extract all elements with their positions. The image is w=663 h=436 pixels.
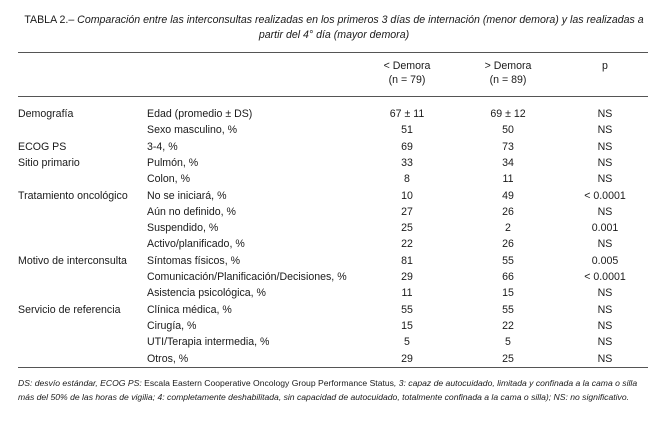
row-category: ECOG PS (18, 140, 67, 153)
row-category: Tratamiento oncológico (18, 189, 128, 202)
footnote-part-1: DS: desvío estándar, ECOG PS: (18, 378, 145, 388)
header-rule (18, 96, 648, 97)
row-value-more-delay: 15 (502, 287, 514, 300)
row-value-less-delay: 67 ± 11 (389, 108, 425, 120)
row-value-more-delay: 5 (505, 336, 511, 349)
row-p-value: < 0.0001 (584, 271, 626, 283)
row-value-less-delay: 55 (401, 303, 413, 316)
row-p-value: NS (597, 336, 613, 349)
row-value-less-delay: 11 (401, 287, 413, 300)
row-category: Servicio de referencia (18, 303, 121, 316)
row-value-more-delay: 26 (502, 205, 514, 218)
column-header-less-delay-name: < Demora (383, 60, 431, 72)
row-value-less-delay: 15 (401, 319, 413, 332)
column-header-more-delay (464, 59, 552, 87)
row-p-value: 0.005 (591, 254, 619, 267)
row-value-less-delay: 25 (401, 222, 413, 235)
row-variable: Asistencia psicológica, % (147, 287, 266, 300)
row-p-value: NS (597, 108, 613, 120)
row-p-value: NS (597, 205, 613, 218)
row-variable: Pulmón, % (147, 156, 199, 169)
row-value-less-delay: 51 (401, 124, 413, 137)
row-value-less-delay: 33 (401, 156, 413, 169)
row-p-value: < 0.0001 (584, 189, 626, 202)
row-p-value: NS (597, 303, 613, 316)
table-title (18, 13, 650, 43)
row-value-more-delay: 50 (502, 124, 514, 137)
row-variable: Edad (promedio ± DS) (147, 108, 253, 120)
row-p-value: NS (597, 156, 613, 169)
row-p-value: 0.001 (591, 222, 619, 235)
row-value-more-delay: 69 ± 12 (490, 108, 526, 120)
bottom-rule (18, 367, 648, 368)
row-variable: Suspendido, % (147, 222, 219, 235)
row-value-more-delay: 55 (502, 254, 514, 267)
row-value-less-delay: 69 (401, 140, 413, 153)
row-variable: Cirugía, % (147, 319, 197, 332)
column-header-p-name: p (602, 60, 608, 72)
row-value-less-delay: 22 (401, 238, 413, 251)
row-variable: Comunicación/Planificación/Decisiones, % (147, 271, 347, 283)
footnote-part-3: , 3: capaz de autocuidado, limitada y confinada a la cama o silla más del 50% de las horas de vigilia; 4: completamente deshabilitada, sin capacidad de autocuidado, totalmente confinada a la cama o silla); NS: no significativo. (18, 378, 638, 402)
row-value-more-delay: 49 (502, 189, 514, 202)
row-variable: Clínica médica, % (147, 303, 232, 316)
row-value-more-delay: 11 (502, 173, 514, 186)
row-category: Sitio primario (18, 156, 80, 169)
column-header-less-delay (363, 59, 451, 87)
table-footnote (18, 376, 650, 404)
row-value-less-delay: 8 (404, 173, 410, 186)
row-value-more-delay: 66 (502, 271, 514, 283)
row-value-more-delay: 73 (502, 140, 514, 153)
row-value-less-delay: 27 (401, 205, 413, 218)
table-label: TABLA 2.– (24, 14, 75, 26)
row-value-less-delay: 81 (401, 254, 413, 267)
row-value-more-delay: 55 (502, 303, 514, 316)
row-value-less-delay: 29 (401, 271, 413, 283)
row-value-less-delay: 5 (404, 336, 410, 349)
row-category: Demografía (18, 108, 74, 120)
row-p-value: NS (597, 319, 613, 332)
row-variable: Sexo masculino, % (147, 124, 238, 137)
row-p-value: NS (597, 352, 613, 365)
row-variable: Síntomas físicos, % (147, 254, 241, 267)
table-title-text: Comparación entre las interconsultas realizadas en los primeros 3 días de internación (menor demora) y las realizadas a partir del 4° día (mayor demora) (77, 14, 644, 41)
row-variable: No se iniciará, % (147, 189, 227, 202)
footnote-part-2: Escala Eastern Cooperative Oncology Group Performance Status (144, 378, 394, 388)
row-variable: UTI/Terapia intermedia, % (147, 336, 270, 349)
top-rule (18, 52, 648, 53)
row-value-less-delay: 10 (401, 189, 413, 202)
row-value-less-delay: 29 (401, 352, 413, 365)
row-value-more-delay: 2 (505, 222, 511, 235)
column-header-p (560, 59, 650, 73)
row-category: Motivo de interconsulta (18, 254, 127, 267)
column-header-less-delay-n: (n = 79) (388, 74, 426, 86)
row-variable: Colon, % (147, 173, 190, 186)
row-value-more-delay: 22 (502, 319, 514, 332)
row-p-value: NS (597, 124, 613, 137)
row-variable: 3-4, % (147, 140, 178, 153)
row-value-more-delay: 34 (502, 156, 514, 169)
row-p-value: NS (597, 140, 613, 153)
row-value-more-delay: 26 (502, 238, 514, 251)
column-header-more-delay-n: (n = 89) (489, 74, 527, 86)
row-variable: Aún no definido, % (147, 205, 236, 218)
row-variable: Activo/planificado, % (147, 238, 245, 251)
row-p-value: NS (597, 173, 613, 186)
row-value-more-delay: 25 (502, 352, 514, 365)
row-variable: Otros, % (147, 352, 189, 365)
row-p-value: NS (597, 238, 613, 251)
row-p-value: NS (597, 287, 613, 300)
column-header-more-delay-name: > Demora (484, 60, 532, 72)
